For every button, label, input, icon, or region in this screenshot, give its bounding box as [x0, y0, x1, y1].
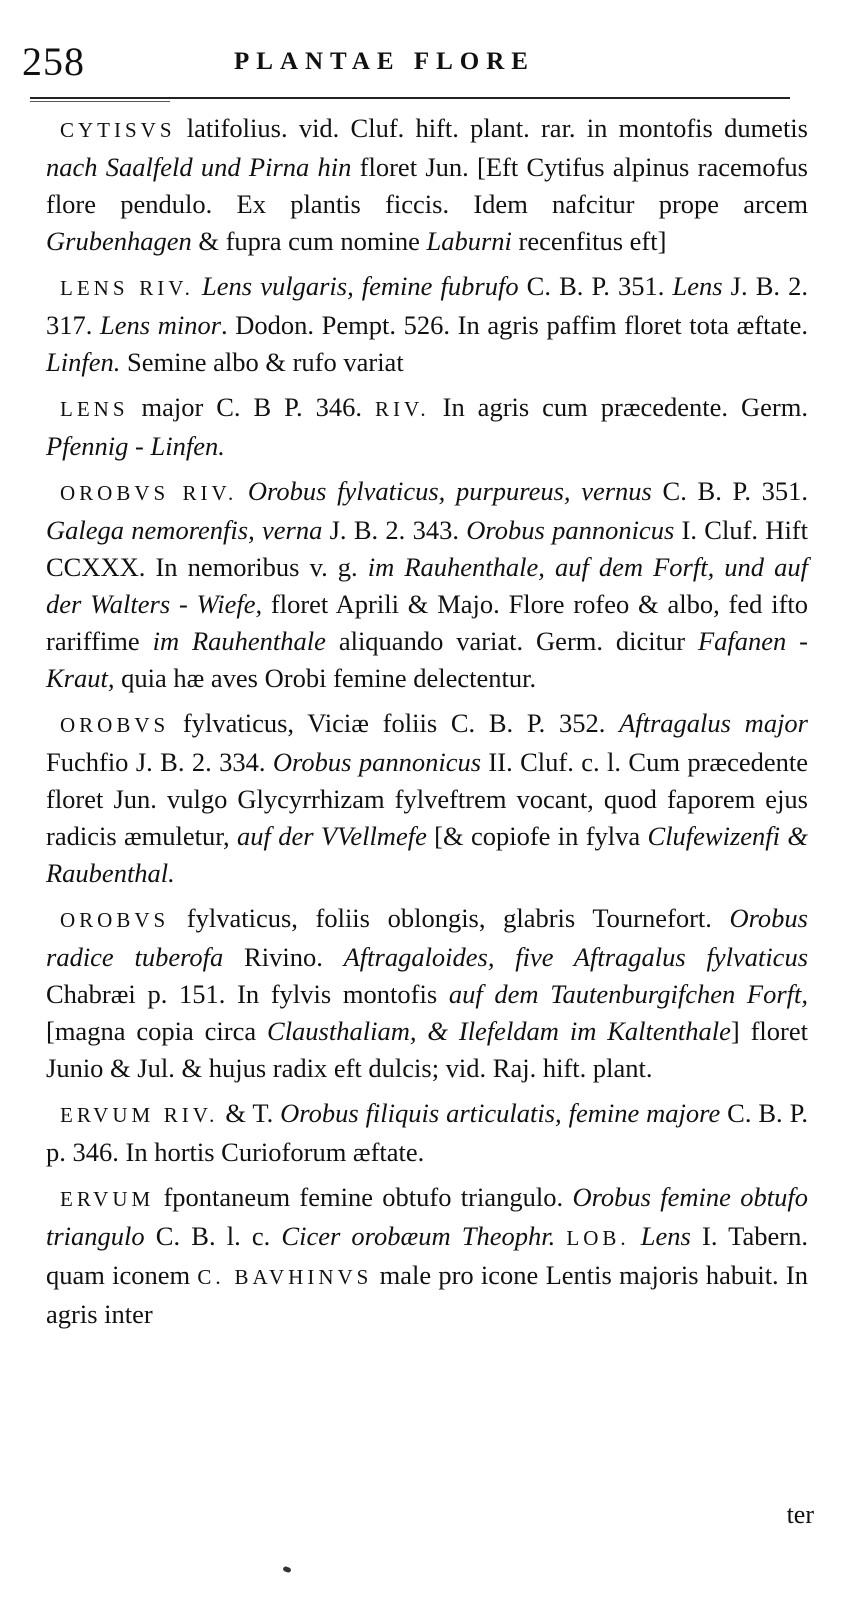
entry-italic: Cicer orobæum Theophr.	[281, 1221, 556, 1251]
running-head: PLANTAE FLORE	[234, 48, 535, 75]
entry-italic: Grubenhagen	[46, 226, 192, 256]
entry-text: . Dodon. Pempt. 526. In agris paffim floret tota æftate.	[221, 310, 808, 340]
entry-text: fylvaticus, foliis oblongis, glabris Tournefort.	[169, 903, 730, 933]
entry-orobus-riv	[46, 473, 808, 697]
entry-text: & T.	[218, 1098, 281, 1128]
entry-italic: Lens	[640, 1221, 691, 1251]
entry-text: ] floret Junio & Jul. & hujus radix eft dulcis; vid. Raj. hift. plant.	[46, 1016, 808, 1083]
entry-italic: Lens	[672, 271, 723, 301]
entry-orobus-oblongis	[46, 900, 808, 1087]
entry-smallcaps: RIV.	[374, 397, 430, 421]
entry-text: In agris cum præcedente. Germ.	[429, 392, 808, 422]
entry-italic: Lens vulgaris, femine fubrufo	[202, 271, 519, 301]
page-body	[46, 110, 808, 1341]
entry-text: J. B. 2. 343.	[322, 515, 467, 545]
entry-head: LENS RIV.	[60, 276, 194, 300]
ink-speck	[282, 1566, 291, 1573]
entry-orobus-viciae	[46, 705, 808, 892]
entry-head: LENS	[60, 397, 129, 421]
entry-text: C. B. P. 351.	[651, 476, 808, 506]
entry-text: C. B. P. p. 346. In hortis Curioforum æftate.	[46, 1098, 808, 1167]
entry-text: II. Cluf. c. l. Cum præcedente floret Jun. vulgo Glycyrrhizam fylveftrem vocant, quod faporem ejus radicis æmuletur,	[46, 747, 808, 851]
entry-italic: Orobus femine obtufo triangulo	[46, 1182, 808, 1251]
entry-text: quia hæ aves Orobi femine delectentur.	[114, 663, 537, 693]
entry-italic: Lens minor	[100, 310, 222, 340]
entry-text: & fupra cum nomine	[191, 226, 427, 256]
entry-text: Chabræi p. 151. In fylvis montofis	[46, 979, 449, 1009]
entry-italic: Clausthaliam, & Ilefeldam im Kaltenthale	[267, 1016, 731, 1046]
entry-text: floret Jun. [Eft Cytifus alpinus racemofus flore pendulo. Ex plantis ficcis. Idem nafcitur prope arcem	[46, 152, 808, 219]
entry-head: CYTISVS	[60, 118, 176, 142]
entry-italic: Galega nemorenfis, verna	[46, 515, 323, 545]
entry-italic: Fafanen - Kraut,	[46, 626, 808, 693]
entry-smallcaps: C. BAVHINVS	[197, 1265, 373, 1289]
header-rule-secondary	[30, 101, 170, 102]
entry-cytisus	[46, 110, 808, 260]
entry-italic: nach Saalfeld und Pirna hin	[46, 152, 352, 182]
entry-head: ERVUM RIV.	[60, 1103, 219, 1127]
entry-italic: im Rauhenthale, auf dem Forft, und auf der Walters - Wiefe,	[46, 552, 808, 619]
entry-text: I. Cluf. Hift CCXXX. In nemoribus v. g.	[46, 515, 808, 582]
entry-text: aliquando variat. Germ. dicitur	[325, 626, 698, 656]
entry-text: major C. B P. 346.	[128, 392, 375, 422]
page-header	[22, 38, 792, 88]
entry-italic: Aftragaloides, five Aftragalus fylvaticus	[343, 942, 809, 972]
entry-text: I. Tabern. quam iconem	[46, 1221, 808, 1290]
entry-italic: auf dem Tautenburgifchen Forft,	[448, 979, 809, 1009]
entry-lens-riv	[46, 268, 808, 381]
entry-italic: Pfennig - Linfen.	[46, 431, 225, 461]
entry-text: fpontaneum femine obtufo triangulo.	[154, 1182, 573, 1212]
entry-italic: im Rauhenthale	[152, 626, 326, 656]
entry-lens-major	[46, 389, 808, 465]
entry-text	[555, 1221, 566, 1251]
entry-italic: auf der VVellmefe	[237, 821, 427, 851]
entry-text: fylvaticus, Viciæ foliis C. B. P. 352.	[169, 708, 620, 738]
entry-text: latifolius. vid. Cluf. hift. plant. rar. in montofis dumetis	[175, 113, 808, 143]
entry-text: C. B. l. c.	[144, 1221, 282, 1251]
entry-head: ERVUM	[60, 1187, 155, 1211]
entry-text: Semine albo & rufo variat	[120, 347, 404, 377]
catchword: ter	[786, 1500, 814, 1529]
entry-text: Fuchfio J. B. 2. 334.	[46, 747, 273, 777]
entry-italic: Orobus pannonicus	[466, 515, 675, 545]
entry-italic: Orobus pannonicus	[272, 747, 482, 777]
entry-text: J. B. 2. 317.	[46, 271, 808, 340]
entry-text	[194, 271, 202, 301]
entry-text	[630, 1221, 641, 1251]
entry-italic: Orobus filiquis articulatis, femine majore	[280, 1098, 721, 1128]
entry-text: recenfitus eft]	[511, 226, 667, 256]
entry-head: OROBVS RIV.	[60, 481, 238, 505]
entry-italic: Clufewizenfi & Raubenthal.	[46, 821, 808, 888]
entry-text	[237, 476, 248, 506]
entry-ervum-spontaneum	[46, 1179, 808, 1333]
entry-head: OROBVS	[60, 908, 170, 932]
entry-text: [& copiofe in fylva	[426, 821, 648, 851]
header-rule	[30, 97, 790, 99]
entry-text: male pro icone Lentis majoris habuit. In agris inter	[46, 1260, 809, 1329]
entry-ervum-riv	[46, 1095, 808, 1171]
entry-italic: Linfen.	[46, 347, 121, 377]
entry-italic: Laburni	[426, 226, 512, 256]
entry-italic: Aftragalus major	[619, 708, 808, 738]
entry-smallcaps: LOB.	[566, 1226, 630, 1250]
entry-text: floret Aprili & Majo. Flore rofeo & albo, fed ifto rariffime	[46, 589, 809, 656]
entry-text: Rivino.	[223, 942, 344, 972]
page-number: 258	[22, 39, 85, 84]
entry-head: OROBVS	[60, 713, 170, 737]
entry-italic: Orobus radice tuberofa	[46, 903, 808, 972]
entry-text: [magna copia circa	[46, 1016, 268, 1046]
entry-italic: Orobus fylvaticus, purpureus, vernus	[247, 476, 652, 506]
entry-text: C. B. P. 351.	[518, 271, 673, 301]
